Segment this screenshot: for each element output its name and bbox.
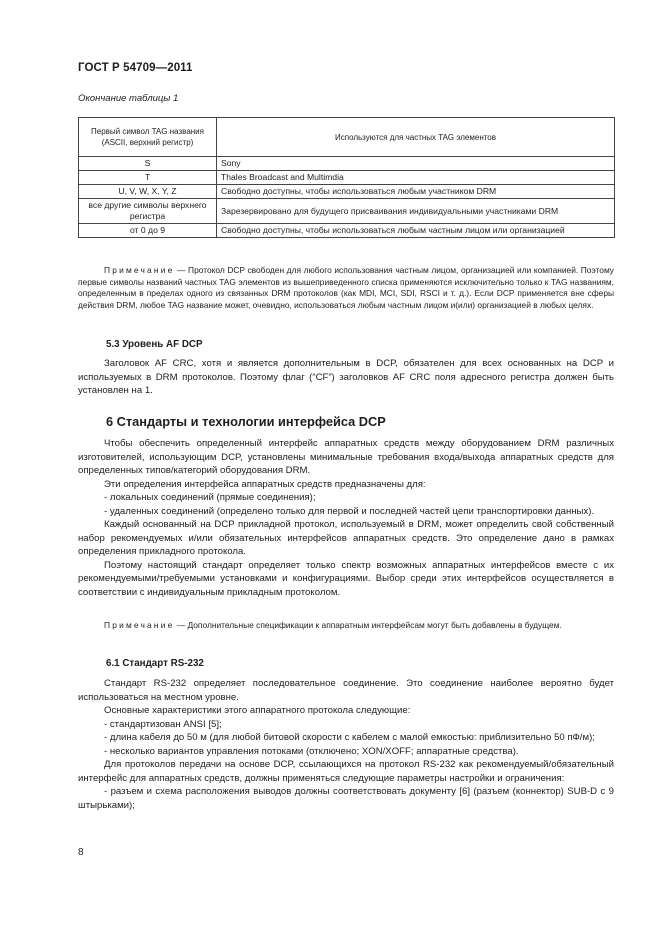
table-row <box>79 224 615 238</box>
table-cell-usage: Sony <box>217 157 615 171</box>
table-cell-symbol: T <box>79 171 217 185</box>
note-text: — Протокол DCP свободен для любого использования частным лицом, организацией или компанией. Поэтому первые символы названий частных TAG элементов из вышеприведенного списка применяются исключительно только к TAG названиям, определенным в пределах одного из связанных DRM протоколов (как MDI, MCI, SDI, RSCI и т. д.). Если DCP применяется вне сферы действия DRM, любое TAG название может, очевидно, использоваться любым частным лицом и(или) организацией в любых целях. <box>78 265 614 310</box>
note-1 <box>78 265 614 311</box>
page-number: 8 <box>78 847 84 858</box>
paragraph: Заголовок AF CRC, хотя и является дополнительным в DCP, обязателен для всех основанных на DCP и используемых в DRM протоколов. Поэтому флаг (“CF”) заголовков AF CRC поля адресного регистра должен быть установлен на 1. <box>78 358 614 396</box>
table-cell-symbol: все другие символы верхнего регистра <box>79 199 217 224</box>
list-item: - длина кабеля до 50 м (для любой битовой скорости с кабелем с малой емкостью: приблизительно 50 пФ/м); <box>104 732 595 743</box>
section-6-1-body <box>78 677 614 812</box>
paragraph: Для протоколов передачи на основе DCP, ссылающихся на протокол RS-232 как рекомендуемый/обязательный интерфейс для аппаратных средств, должны применяться следующие параметры настройки и ограничения: <box>78 759 614 784</box>
section-6-body <box>78 437 614 599</box>
paragraph: Чтобы обеспечить определенный интерфейс аппаратных средств между оборудованием DRM различных изготовителей, использующим DCP, установлены минимальные требования входа/выхода аппаратных средств для определенных типов/категорий оборудования DRM. <box>78 438 614 476</box>
list-item: - удаленных соединений (определено только для первой и последней частей цепи транспортировки данных). <box>104 505 595 517</box>
paragraph: Эти определения интерфейса аппаратных средств предназначены для: <box>104 478 426 490</box>
list-item: - локальных соединений (прямые соединения); <box>104 492 316 503</box>
table-cell-usage: Свободно доступны, чтобы использоваться любым участником DRM <box>217 185 615 199</box>
table-caption: Окончание таблицы 1 <box>78 93 179 104</box>
table-cell-usage: Thales Broadcast and Multimdia <box>217 171 615 185</box>
paragraph: Поэтому настоящий стандарт определяет только спектр возможных аппаратных интерфейсов вместе с их рекомендуемыми/требуемыми установками и конфигурациями. Выбор среди этих интерфейсов осуществляется в соответствии с индивидуальным прикладным протоколом. <box>78 559 614 598</box>
table-row <box>79 199 615 224</box>
table-row <box>79 185 615 199</box>
table-row <box>79 171 615 185</box>
list-item: - несколько вариантов управления потоками (отключено; XON/XOFF; аппаратные средства). <box>104 745 519 757</box>
note-label: Примечание <box>104 265 175 275</box>
table-cell-symbol: от 0 до 9 <box>79 224 217 238</box>
note-2 <box>78 620 614 632</box>
section-5-3-title: 5.3 Уровень AF DCP <box>106 339 203 350</box>
section-5-3-body <box>78 357 614 398</box>
note-text: — Дополнительные спецификации к аппаратным интерфейсам могут быть добавлены в будущем. <box>174 620 562 630</box>
table-cell-symbol: S <box>79 157 217 171</box>
table-cell-symbol: U, V, W, X, Y, Z <box>79 185 217 199</box>
section-6-1-title: 6.1 Стандарт RS-232 <box>106 658 204 669</box>
list-item: - разъем и схема расположения выводов должны соответствовать документу [6] (разъем (коннектор) SUB-D с 9 штырьками); <box>78 786 614 811</box>
paragraph: Основные характеристики этого аппаратного протокола следующие: <box>104 705 411 716</box>
tag-table <box>78 117 615 238</box>
section-6-title: 6 Стандарты и технологии интерфейса DCP <box>106 414 386 429</box>
table-header-row <box>79 118 615 157</box>
paragraph: Стандарт RS-232 определяет последовательное соединение. Это соединение наиболее вероятно будет использоваться на местном уровне. <box>78 678 614 703</box>
paragraph: Каждый основанный на DCP прикладной протокол, используемый в DRM, может определить свой собственный набор рекомендуемых и/или обязательных интерфейсов аппаратных средств. Это определение дано в рамках определения прикладного протокола. <box>78 519 614 557</box>
list-item: - стандартизован ANSI [5]; <box>104 718 222 730</box>
standard-header: ГОСТ Р 54709—2011 <box>78 62 193 74</box>
table-row <box>79 157 615 171</box>
column-header-symbol: Первый символ TAG названия (ASCII, верхний регистр) <box>79 118 217 157</box>
table-cell-usage: Свободно доступны, чтобы использоваться любым частным лицом или организацией <box>217 224 615 238</box>
note-label: Примечание <box>104 620 175 630</box>
column-header-usage: Используются для частных TAG элементов <box>217 118 615 157</box>
table-cell-usage: Зарезервировано для будущего присваивания индивидуальными участниками DRM <box>217 199 615 224</box>
